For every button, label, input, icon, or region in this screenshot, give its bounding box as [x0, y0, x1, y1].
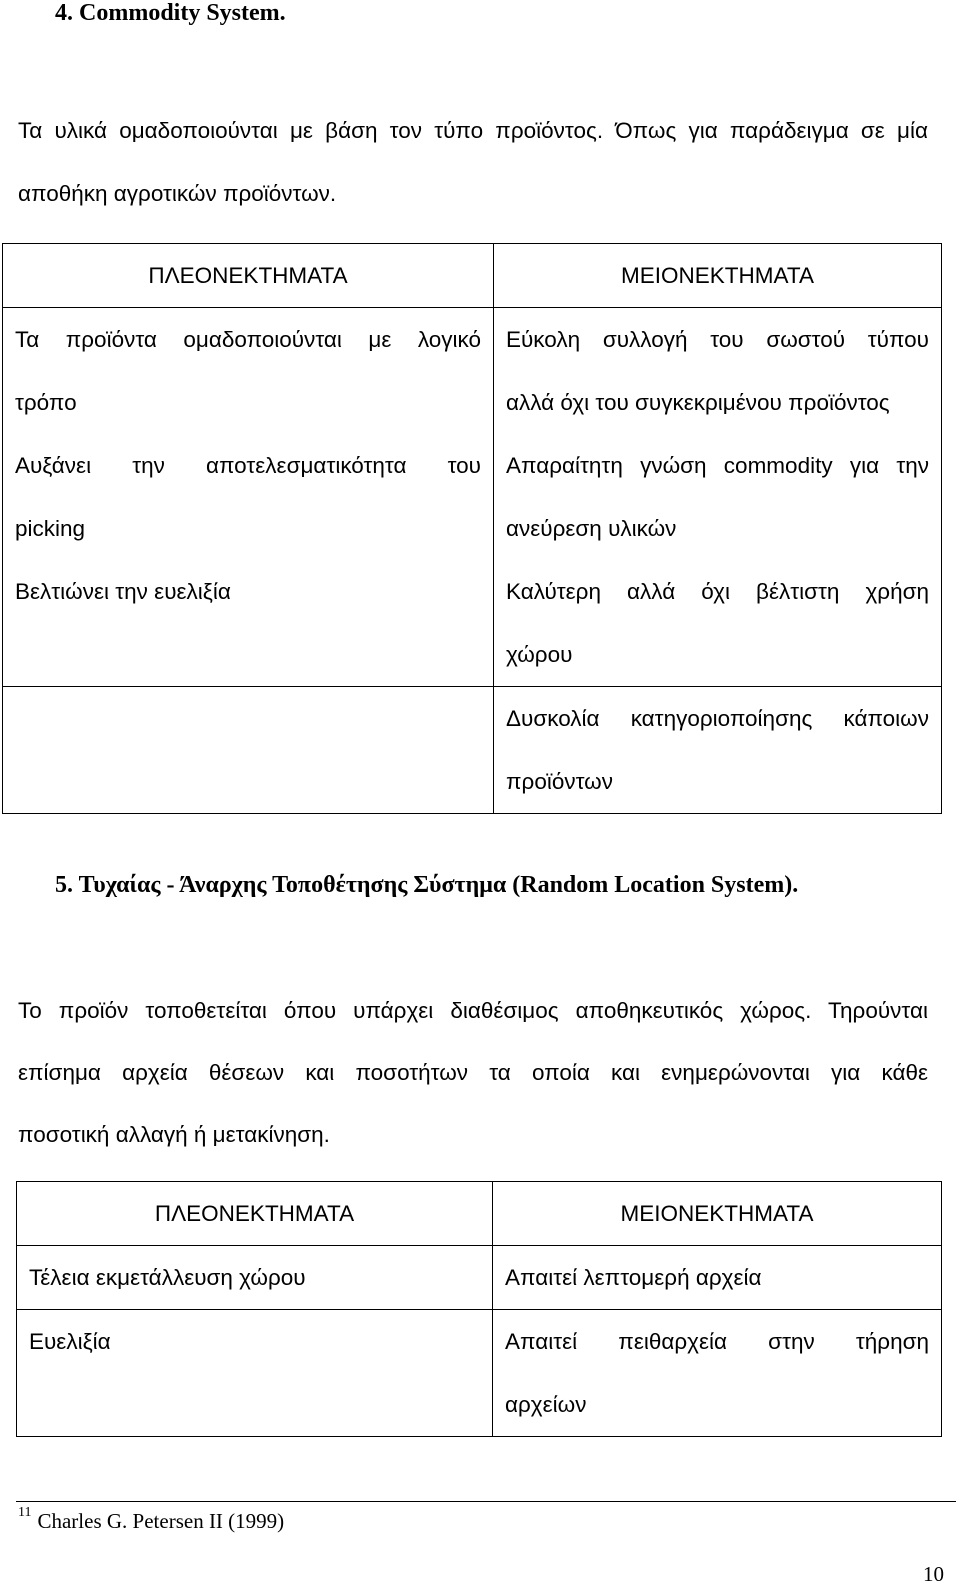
advantage-item-line: Αυξάνει την αποτελεσματικότητα του: [15, 453, 481, 478]
disadvantage-item-line: ανεύρεση υλικών: [506, 516, 677, 541]
section-4-intro-line-2: αποθήκη αγροτικών προϊόντων.: [18, 181, 337, 206]
advantages-empty-cell: [3, 687, 494, 814]
advantage-item-line: Τέλεια εκμετάλλευση χώρου: [29, 1265, 306, 1290]
advantages-cell: [17, 1310, 493, 1437]
disadvantage-item-line: Απαιτεί λεπτομερή αρχεία: [505, 1265, 762, 1290]
footnote-text: Charles G. Petersen II (1999): [37, 1509, 285, 1533]
page-number: 10: [923, 1562, 944, 1586]
disadvantage-item: [506, 687, 929, 813]
disadvantage-item-line: Απαιτεί πειθαρχεία στην τήρηση: [505, 1329, 929, 1354]
advantages-header: ΠΛΕΟΝΕΚΤΗΜΑΤΑ: [17, 1182, 493, 1246]
disadvantage-item-line: Δυσκολία κατηγοριοποίησης κάποιων: [506, 706, 929, 731]
advantage-item: [15, 308, 481, 434]
section-5-heading: 5. Τυχαίας - Άναρχης Τοποθέτησης Σύστημα (Random Location System).: [55, 872, 799, 898]
disadvantage-item-line: αρχείων: [505, 1392, 587, 1417]
advantage-item-line: Ευελιξία: [29, 1329, 111, 1354]
advantage-item: [15, 560, 481, 623]
section-5-para-line-2: επίσημα αρχεία θέσεων και ποσοτήτων τα οποία και ενημερώνονται για κάθε: [18, 1060, 928, 1085]
disadvantages-cell: [494, 687, 942, 814]
disadvantage-item: [506, 560, 929, 686]
disadvantages-cell: [494, 308, 942, 687]
disadvantage-item-line: Απαραίτητη γνώση commodity για την: [506, 453, 929, 478]
disadvantages-cell: [493, 1310, 942, 1437]
footnote: [18, 1505, 285, 1534]
disadvantage-item-line: Εύκολη συλλογή του σωστού τύπου: [506, 327, 929, 352]
disadvantage-item-line: χώρου: [506, 642, 573, 667]
advantage-item-line: τρόπο: [15, 390, 77, 415]
disadvantages-header: ΜΕΙΟΝΕΚΤΗΜΑΤΑ: [493, 1182, 942, 1246]
advantages-cell: [3, 308, 494, 687]
footnote-number: 11: [18, 1505, 32, 1520]
disadvantage-item-line: αλλά όχι του συγκεκριμένου προϊόντος: [506, 390, 890, 415]
advantage-item-line: Βελτιώνει την ευελιξία: [15, 579, 231, 604]
disadvantage-item-line: Καλύτερη αλλά όχι βέλτιστη χρήση: [506, 579, 929, 604]
random-location-table: [16, 1181, 942, 1437]
disadvantage-item: [506, 434, 929, 560]
advantages-cell: [17, 1246, 493, 1310]
section-4-intro-line-1: Τα υλικά ομαδοποιούνται με βάση τον τύπο προϊόντος. Όπως για παράδειγμα σε μία: [18, 118, 928, 143]
disadvantages-cell: [493, 1246, 942, 1310]
section-5-para-line-3: ποσοτική αλλαγή ή μετακίνηση.: [18, 1122, 330, 1147]
section-5-para-line-1: Το προϊόν τοποθετείται όπου υπάρχει διαθέσιμος αποθηκευτικός χώρος. Τηρούνται: [18, 998, 928, 1023]
advantage-item-line: Τα προϊόντα ομαδοποιούνται με λογικό: [15, 327, 481, 352]
advantage-item: [15, 434, 481, 560]
disadvantages-header: ΜΕΙΟΝΕΚΤΗΜΑΤΑ: [494, 244, 942, 308]
advantage-item-line: picking: [15, 516, 86, 541]
commodity-system-table: [2, 243, 942, 814]
section-4-heading: 4. Commodity System.: [55, 0, 286, 26]
disadvantage-item: [506, 308, 929, 434]
advantages-header: ΠΛΕΟΝΕΚΤΗΜΑΤΑ: [3, 244, 494, 308]
disadvantage-item-line: προϊόντων: [506, 769, 613, 794]
footnote-separator: [16, 1501, 956, 1502]
